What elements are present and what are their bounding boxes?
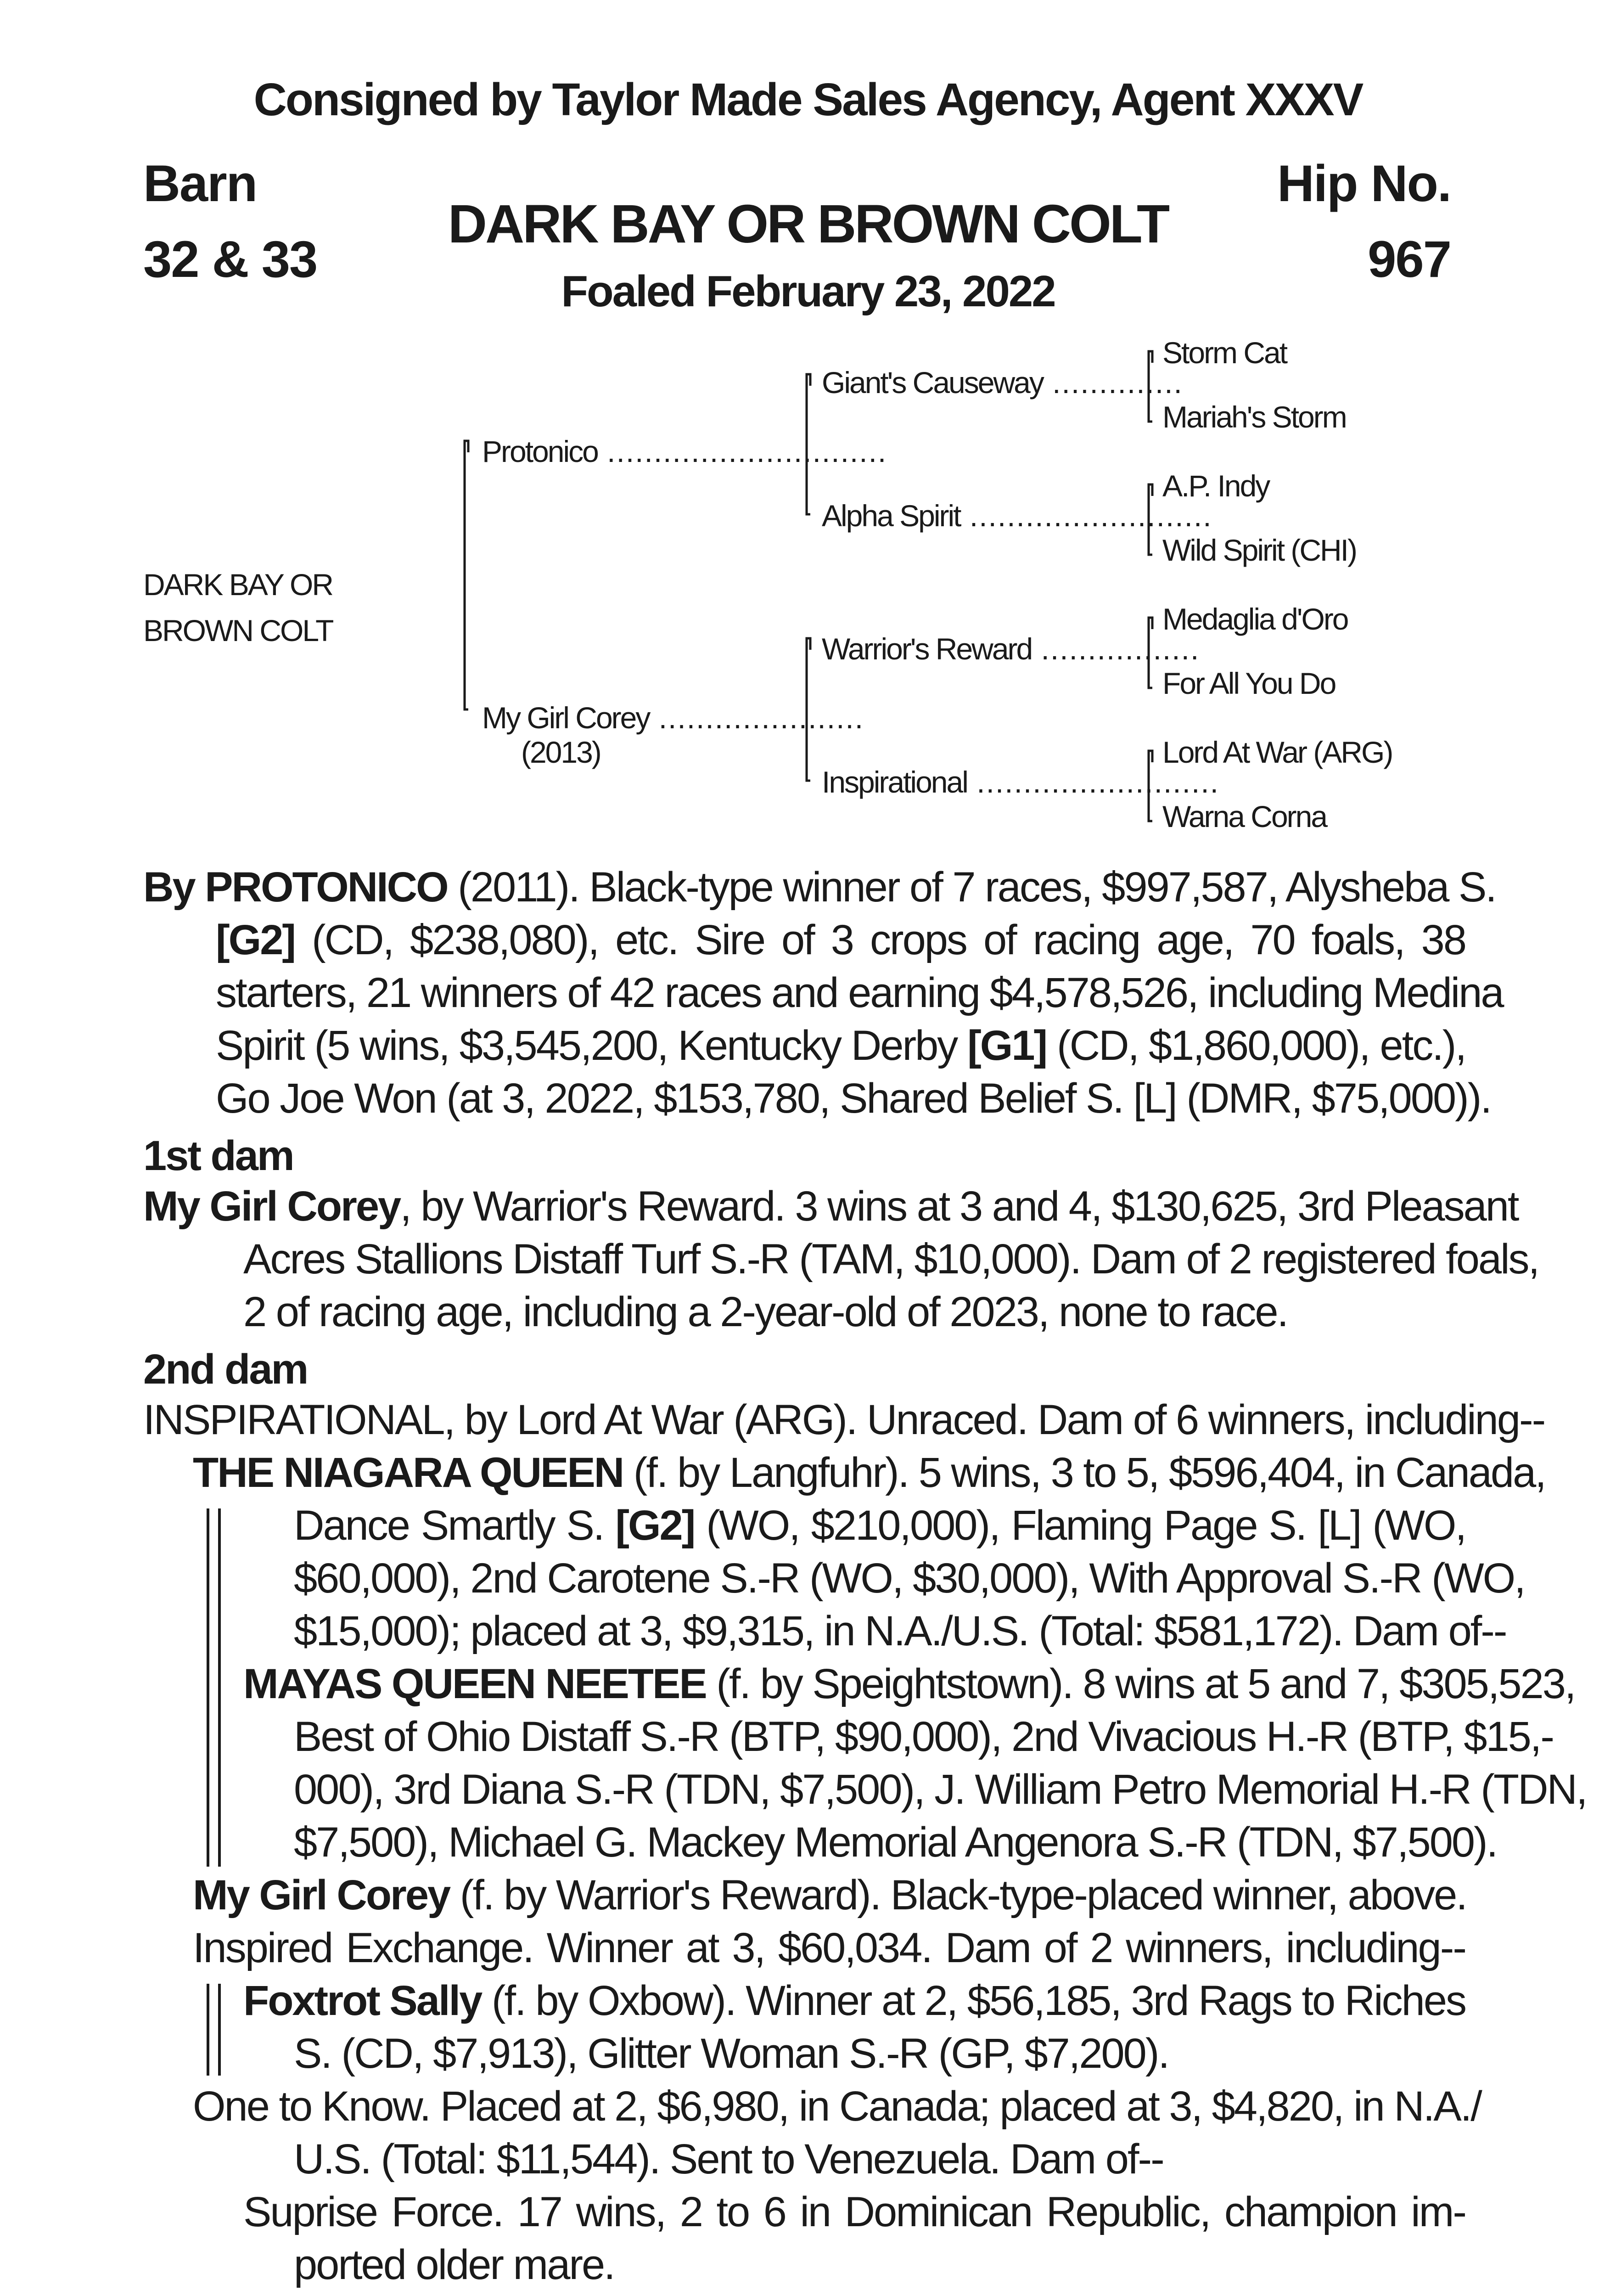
- descendant-bar: [207, 1508, 209, 1867]
- descendant-bar: [207, 1984, 209, 2076]
- second-dam-line-2: [193, 1449, 1545, 1502]
- second-dam-line-1: [143, 1396, 1545, 1449]
- text: (f. by Langfuhr). 5 wins, 3 to 5, $596,404, in Canada,: [623, 1449, 1545, 1496]
- first-dam-line-2: [243, 1235, 1539, 1288]
- text: One to Know. Placed at 2, $6,980, in Canada; placed at 3, $4,820, in N.A./: [193, 2083, 1481, 2130]
- sire-line-3: [216, 969, 1503, 1022]
- text: (f. by Speightstown). 8 wins at 5 and 7, $305,523,: [706, 1660, 1575, 1707]
- text: (f. by Oxbow). Winner at 2, $56,185, 3rd Rags to Riches: [481, 1977, 1465, 2024]
- text: INSPIRATIONAL, by Lord At War (ARG). Unraced. Dam of 6 winners, including--: [143, 1396, 1545, 1443]
- second-dam-line-3: [294, 1502, 1465, 1554]
- pedigree-ggp-5: Medaglia d'Oro: [1162, 602, 1348, 636]
- second-dam-line-14: [193, 2082, 1481, 2135]
- text: Spirit (5 wins, $3,545,200, Kentucky Derby: [216, 1022, 968, 1069]
- dam-sire-name: Warrior's Reward: [822, 632, 1032, 666]
- pedigree-ggp-7: Lord At War (ARG): [1162, 735, 1392, 769]
- text: (WO, $210,000), Flaming Page S. [L] (WO,: [694, 1502, 1465, 1549]
- second-dam-line-12: [243, 1977, 1465, 2030]
- third-dam-heading: [143, 2294, 298, 2296]
- pedigree-subject-line2: BROWN COLT: [143, 613, 333, 647]
- barn-value: 32 & 33: [143, 231, 317, 288]
- second-dam-line-8: [294, 1766, 1587, 1818]
- dam-dam-name: Inspirational: [822, 765, 967, 799]
- foaled-date: Foaled February 23, 2022: [561, 267, 1055, 316]
- second-dam-line-15: [294, 2135, 1163, 2188]
- second-dam-line-10: [193, 1871, 1465, 1924]
- foal-name-bold: My Girl Corey: [193, 1872, 450, 1919]
- pedigree-sire-sire: Giant's Causeway ..............: [822, 366, 1183, 400]
- text: (2011). Black-type winner of 7 races, $997,587, Alysheba S.: [447, 864, 1496, 911]
- text: $15,000); placed at 3, $9,315, in N.A./U.S. (Total: $581,172). Dam of--: [294, 1608, 1506, 1654]
- sire-sire-name: Giant's Causeway: [822, 366, 1043, 400]
- pedigree-ggp-4: Wild Spirit (CHI): [1162, 533, 1356, 567]
- pedigree-ggp-1: Storm Cat: [1162, 336, 1287, 370]
- dam-name: My Girl Corey: [482, 701, 650, 735]
- text: S. (CD, $7,913), Glitter Woman S.-R (GP, $7,200).: [294, 2030, 1169, 2077]
- second-dam-heading: 2nd dam: [143, 1346, 308, 1393]
- hip-label: Hip No.: [1277, 155, 1451, 212]
- sire-dam-name: Alpha Spirit: [822, 499, 960, 533]
- first-dam-line-1: [143, 1182, 1518, 1235]
- horse-title: DARK BAY OR BROWN COLT: [448, 194, 1168, 254]
- pedigree-sire: Protonico ..............................: [482, 434, 887, 468]
- text: Suprise Force. 17 wins, 2 to 6 in Dominican Republic, champion im-: [243, 2189, 1465, 2235]
- text: (f. by Warrior's Reward). Black-type-placed winner, above.: [449, 1872, 1466, 1919]
- sire-line-2: [216, 916, 1465, 969]
- foal-name-bold: MAYAS QUEEN NEETEE: [243, 1660, 706, 1707]
- sire-line-1: [143, 863, 1496, 916]
- text: starters, 21 winners of 42 races and earning $4,578,526, including Medina: [216, 969, 1503, 1016]
- text: 000), 3rd Diana S.-R (TDN, $7,500), J. William Petro Memorial H.-R (TDN,: [294, 1766, 1587, 1813]
- sire-name: Protonico: [482, 434, 598, 468]
- foal-name-bold: Foxtrot Sally: [243, 1977, 482, 2024]
- second-dam-line-7: [294, 1713, 1554, 1766]
- second-dam-line-6: [243, 1660, 1575, 1713]
- text: Best of Ohio Distaff S.-R (BTP, $90,000), 2nd Vivacious H.-R (BTP, $15,-: [294, 1713, 1554, 1760]
- text: , by Warrior's Reward. 3 wins at 3 and 4, $130,625, 3rd Pleasant: [400, 1183, 1518, 1230]
- second-dam-line-9: [294, 1818, 1497, 1871]
- second-dam-line-11: [193, 1924, 1465, 1977]
- text: (CD, $238,080), etc. Sire of 3 crops of racing age, 70 foals, 38: [295, 917, 1465, 963]
- descendant-bar: [218, 1984, 221, 2076]
- barn-label: Barn: [143, 155, 257, 212]
- text: (CD, $1,860,000), etc.),: [1046, 1022, 1466, 1069]
- text: 2 of racing age, including a 2-year-old of 2023, none to race.: [243, 1289, 1288, 1335]
- second-dam-line-4: [294, 1554, 1525, 1607]
- text: $7,500), Michael G. Mackey Memorial Angenora S.-R (TDN, $7,500).: [294, 1819, 1497, 1866]
- sire-line-5: [216, 1075, 1491, 1127]
- foal-name-bold: THE NIAGARA QUEEN: [193, 1449, 623, 1496]
- text: Dance Smartly S.: [294, 1502, 616, 1549]
- sire-name-bold: By PROTONICO: [143, 864, 448, 911]
- first-dam-line-3: [243, 1288, 1287, 1341]
- pedigree-sire-dam: Alpha Spirit ..........................: [822, 499, 1212, 533]
- text: Go Joe Won (at 3, 2022, $153,780, Shared Belief S. [L] (DMR, $75,000)).: [216, 1075, 1491, 1122]
- text: ported older mare.: [294, 2241, 614, 2288]
- second-dam-line-5: [294, 1607, 1506, 1660]
- descendant-bar: [218, 1508, 221, 1867]
- grade: [G1]: [967, 1022, 1047, 1069]
- pedigree-ggp-2: Mariah's Storm: [1162, 400, 1346, 434]
- text: U.S. (Total: $11,544). Sent to Venezuela. Dam of--: [294, 2136, 1163, 2183]
- dam-name-bold: My Girl Corey: [143, 1183, 400, 1230]
- text: Inspired Exchange. Winner at 3, $60,034. Dam of 2 winners, including--: [193, 1925, 1465, 1971]
- grade: [G2]: [615, 1502, 695, 1549]
- second-dam-line-17: [294, 2241, 614, 2294]
- pedigree-ggp-8: Warna Corna: [1162, 799, 1327, 833]
- hip-number: 967: [1368, 231, 1451, 288]
- pedigree-dam-sire: Warrior's Reward .................: [822, 632, 1200, 666]
- second-dam-line-16: [243, 2188, 1465, 2241]
- pedigree-dam-year: (2013): [521, 735, 600, 769]
- first-dam-heading: 1st dam: [143, 1132, 293, 1179]
- pedigree-ggp-6: For All You Do: [1162, 666, 1335, 700]
- grade: [G2]: [216, 917, 295, 963]
- pedigree-dam-dam: Inspirational ..........................: [822, 765, 1219, 799]
- second-dam-line-13: [294, 2030, 1168, 2082]
- pedigree-dam: My Girl Corey ......................: [482, 701, 864, 735]
- pedigree-subject-line1: DARK BAY OR: [143, 568, 333, 602]
- consignor-line: Consigned by Taylor Made Sales Agency, Agent XXXV: [253, 74, 1363, 125]
- sire-line-4: [216, 1022, 1465, 1075]
- pedigree-ggp-3: A.P. Indy: [1162, 469, 1269, 503]
- text: $60,000), 2nd Carotene S.-R (WO, $30,000), With Approval S.-R (WO,: [294, 1555, 1525, 1602]
- text: Acres Stallions Distaff Turf S.-R (TAM, $10,000). Dam of 2 registered foals,: [243, 1236, 1539, 1283]
